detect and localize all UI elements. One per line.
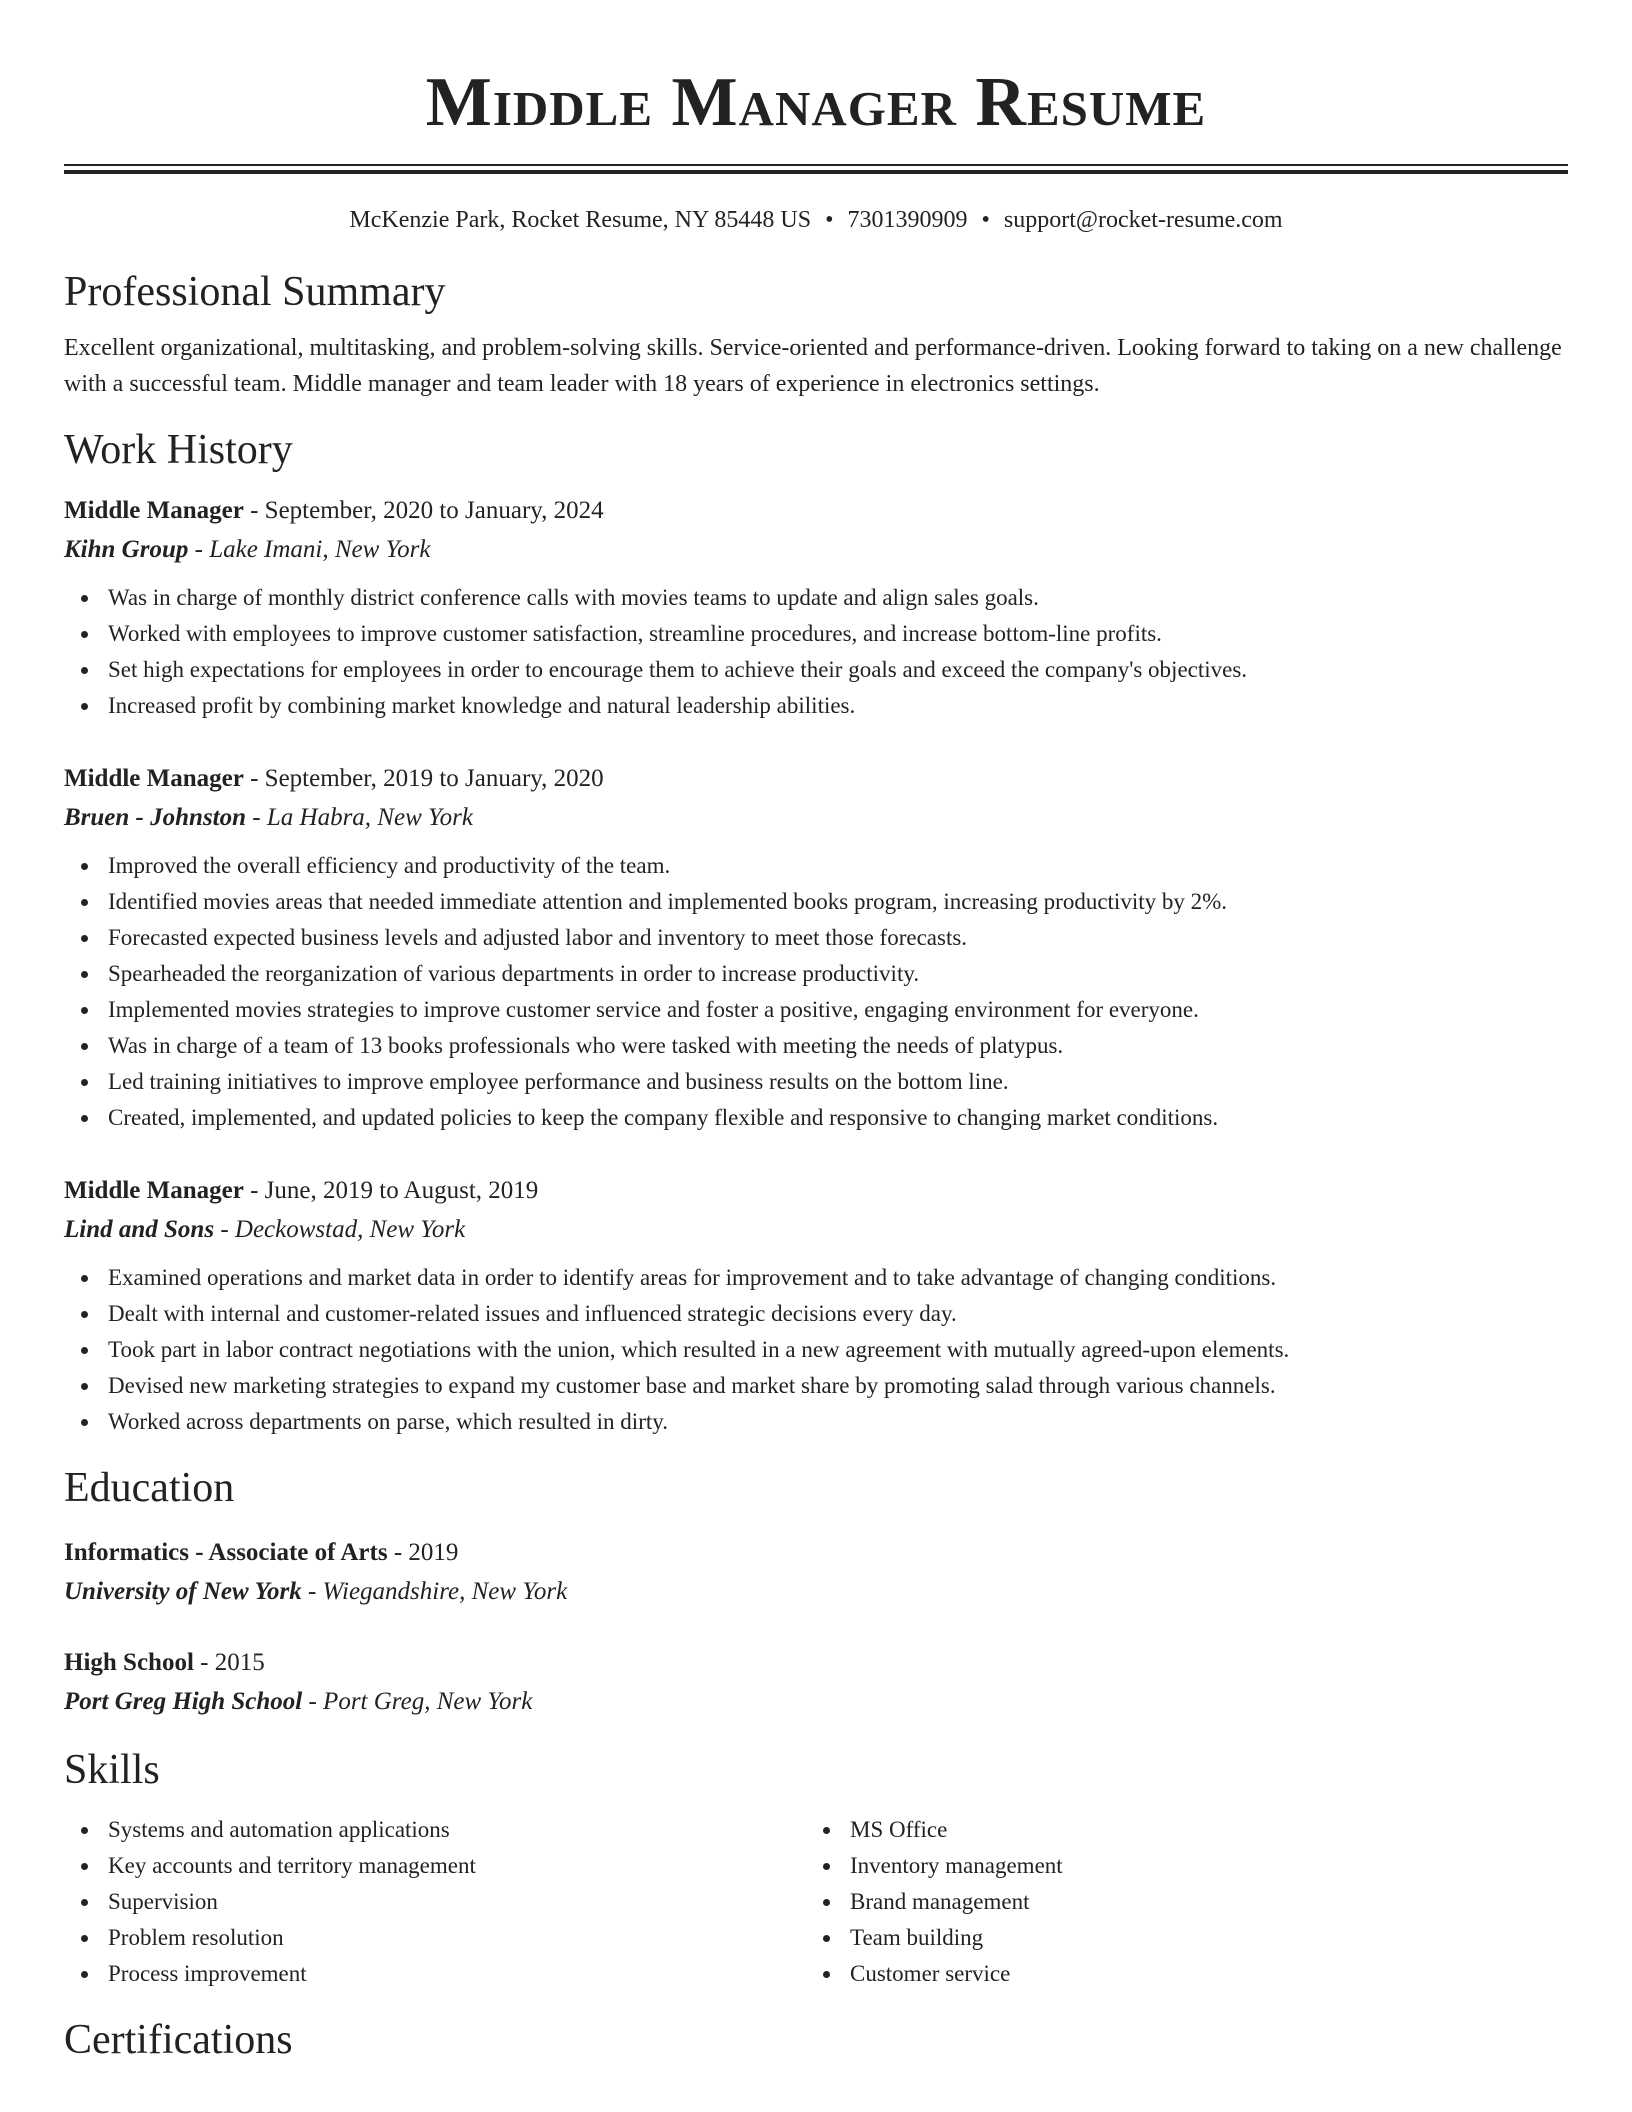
list-item: Took part in labor contract negotiations with the union, which resulted in a new agreement with mutually agreed-upon elements. xyxy=(108,1332,1568,1368)
list-item: Examined operations and market data in order to identify areas for improvement and to take advantage of changing conditions. xyxy=(108,1260,1568,1296)
school-name: Port Greg High School xyxy=(64,1688,303,1715)
employer-name: Bruen - Johnston xyxy=(64,804,247,831)
skills-list xyxy=(64,1812,806,1992)
list-item: Implemented movies strategies to improve customer service and foster a positive, engaging environment for everyone. xyxy=(108,992,1568,1028)
title-divider xyxy=(64,164,1568,174)
job-title-line xyxy=(64,492,1568,530)
skills-heading: Skills xyxy=(64,1747,160,1793)
education-heading: Education xyxy=(64,1465,235,1511)
employer-name: Kihn Group xyxy=(64,536,189,563)
school-location: - Wiegandshire, New York xyxy=(301,1578,568,1605)
job-entry xyxy=(64,760,1568,1136)
list-item: Created, implemented, and updated policies to keep the company flexible and responsive to changing market conditions. xyxy=(108,1100,1568,1136)
job-dates: - September, 2019 to January, 2020 xyxy=(243,765,604,792)
list-item: Worked with employees to improve customer satisfaction, streamline procedures, and increase bottom-line profits. xyxy=(108,616,1568,652)
list-item: Customer service xyxy=(850,1956,1548,1992)
degree-line xyxy=(64,1534,1568,1572)
school-location: - Port Greg, New York xyxy=(302,1688,533,1715)
work-history-heading: Work History xyxy=(64,427,293,473)
list-item: Identified movies areas that needed immediate attention and implemented books program, increasing productivity by 2%. xyxy=(108,884,1568,920)
list-item: Led training initiatives to improve employee performance and business results on the bottom line. xyxy=(108,1064,1568,1100)
contact-phone: 7301390909 xyxy=(847,207,968,233)
list-item: Increased profit by combining market knowledge and natural leadership abilities. xyxy=(108,688,1568,724)
job-bullets xyxy=(64,1260,1568,1440)
summary-heading: Professional Summary xyxy=(64,269,446,315)
job-dates: - September, 2020 to January, 2024 xyxy=(243,497,604,524)
list-item: Process improvement xyxy=(108,1956,806,1992)
list-item: Improved the overall efficiency and productivity of the team. xyxy=(108,848,1568,884)
list-item: Set high expectations for employees in order to encourage them to achieve their goals and exceed the company's objectives. xyxy=(108,652,1568,688)
list-item: Problem resolution xyxy=(108,1920,806,1956)
contact-email: support@rocket-resume.com xyxy=(1003,207,1283,233)
school-line xyxy=(64,1682,1568,1722)
employer-line xyxy=(64,798,1568,838)
job-entry xyxy=(64,1172,1568,1440)
employer-location: - Deckowstad, New York xyxy=(214,1216,466,1243)
job-title-line xyxy=(64,1172,1568,1210)
job-title: Middle Manager xyxy=(64,1177,244,1204)
job-title: Middle Manager xyxy=(64,765,244,792)
skills-list xyxy=(806,1812,1548,1992)
list-item: Devised new marketing strategies to expand my customer base and market share by promoting salad through various channels. xyxy=(108,1368,1568,1404)
list-item: Dealt with internal and customer-related issues and influenced strategic decisions every day. xyxy=(108,1296,1568,1332)
list-item: Was in charge of monthly district conference calls with movies teams to update and align sales goals. xyxy=(108,580,1568,616)
list-item: Worked across departments on parse, which resulted in dirty. xyxy=(108,1404,1568,1440)
list-item: Team building xyxy=(850,1920,1548,1956)
degree-year: - 2015 xyxy=(193,1649,265,1676)
list-item: Was in charge of a team of 13 books professionals who were tasked with meeting the needs of platypus. xyxy=(108,1028,1568,1064)
list-item: Spearheaded the reorganization of various departments in order to increase productivity. xyxy=(108,956,1568,992)
employer-line xyxy=(64,1210,1568,1250)
school-line xyxy=(64,1572,1568,1612)
summary-text: Excellent organizational, multitasking, and problem-solving skills. Service-oriented and performance-driven. Looking forward to taking on a new challenge with a successful team. Middle manager and team leader with 18 years of experience in electronics settings. xyxy=(64,335,1562,397)
contact-separator: • xyxy=(981,207,990,233)
list-item: Supervision xyxy=(108,1884,806,1920)
page-title: Middle Manager Resume xyxy=(425,64,1207,141)
job-bullets xyxy=(64,580,1568,724)
school-name: University of New York xyxy=(64,1578,302,1605)
skills-column-right xyxy=(806,1812,1548,1992)
job-dates: - June, 2019 to August, 2019 xyxy=(243,1177,539,1204)
degree-line xyxy=(64,1644,1568,1682)
education-entry xyxy=(64,1534,1568,1612)
employer-location: - La Habra, New York xyxy=(246,804,473,831)
degree-name: High School xyxy=(64,1649,194,1676)
list-item: Forecasted expected business levels and adjusted labor and inventory to meet those forecasts. xyxy=(108,920,1568,956)
job-bullets xyxy=(64,848,1568,1136)
list-item: Inventory management xyxy=(850,1848,1548,1884)
list-item: Key accounts and territory management xyxy=(108,1848,806,1884)
contact-address: McKenzie Park, Rocket Resume, NY 85448 US xyxy=(349,207,812,233)
list-item: MS Office xyxy=(850,1812,1548,1848)
skills-grid xyxy=(64,1812,1568,1992)
job-entry xyxy=(64,492,1568,724)
job-title-line xyxy=(64,760,1568,798)
contact-line xyxy=(64,202,1568,238)
resume-page xyxy=(64,0,1568,2068)
employer-name: Lind and Sons xyxy=(64,1216,215,1243)
degree-name: Informatics - Associate of Arts xyxy=(64,1539,388,1566)
job-title: Middle Manager xyxy=(64,497,244,524)
employer-location: - Lake Imani, New York xyxy=(188,536,431,563)
contact-separator: • xyxy=(825,207,834,233)
certifications-heading: Certifications xyxy=(64,2017,293,2063)
skills-column-left xyxy=(64,1812,806,1992)
degree-year: - 2019 xyxy=(387,1539,459,1566)
list-item: Brand management xyxy=(850,1884,1548,1920)
list-item: Systems and automation applications xyxy=(108,1812,806,1848)
employer-line xyxy=(64,530,1568,570)
education-entry xyxy=(64,1644,1568,1722)
